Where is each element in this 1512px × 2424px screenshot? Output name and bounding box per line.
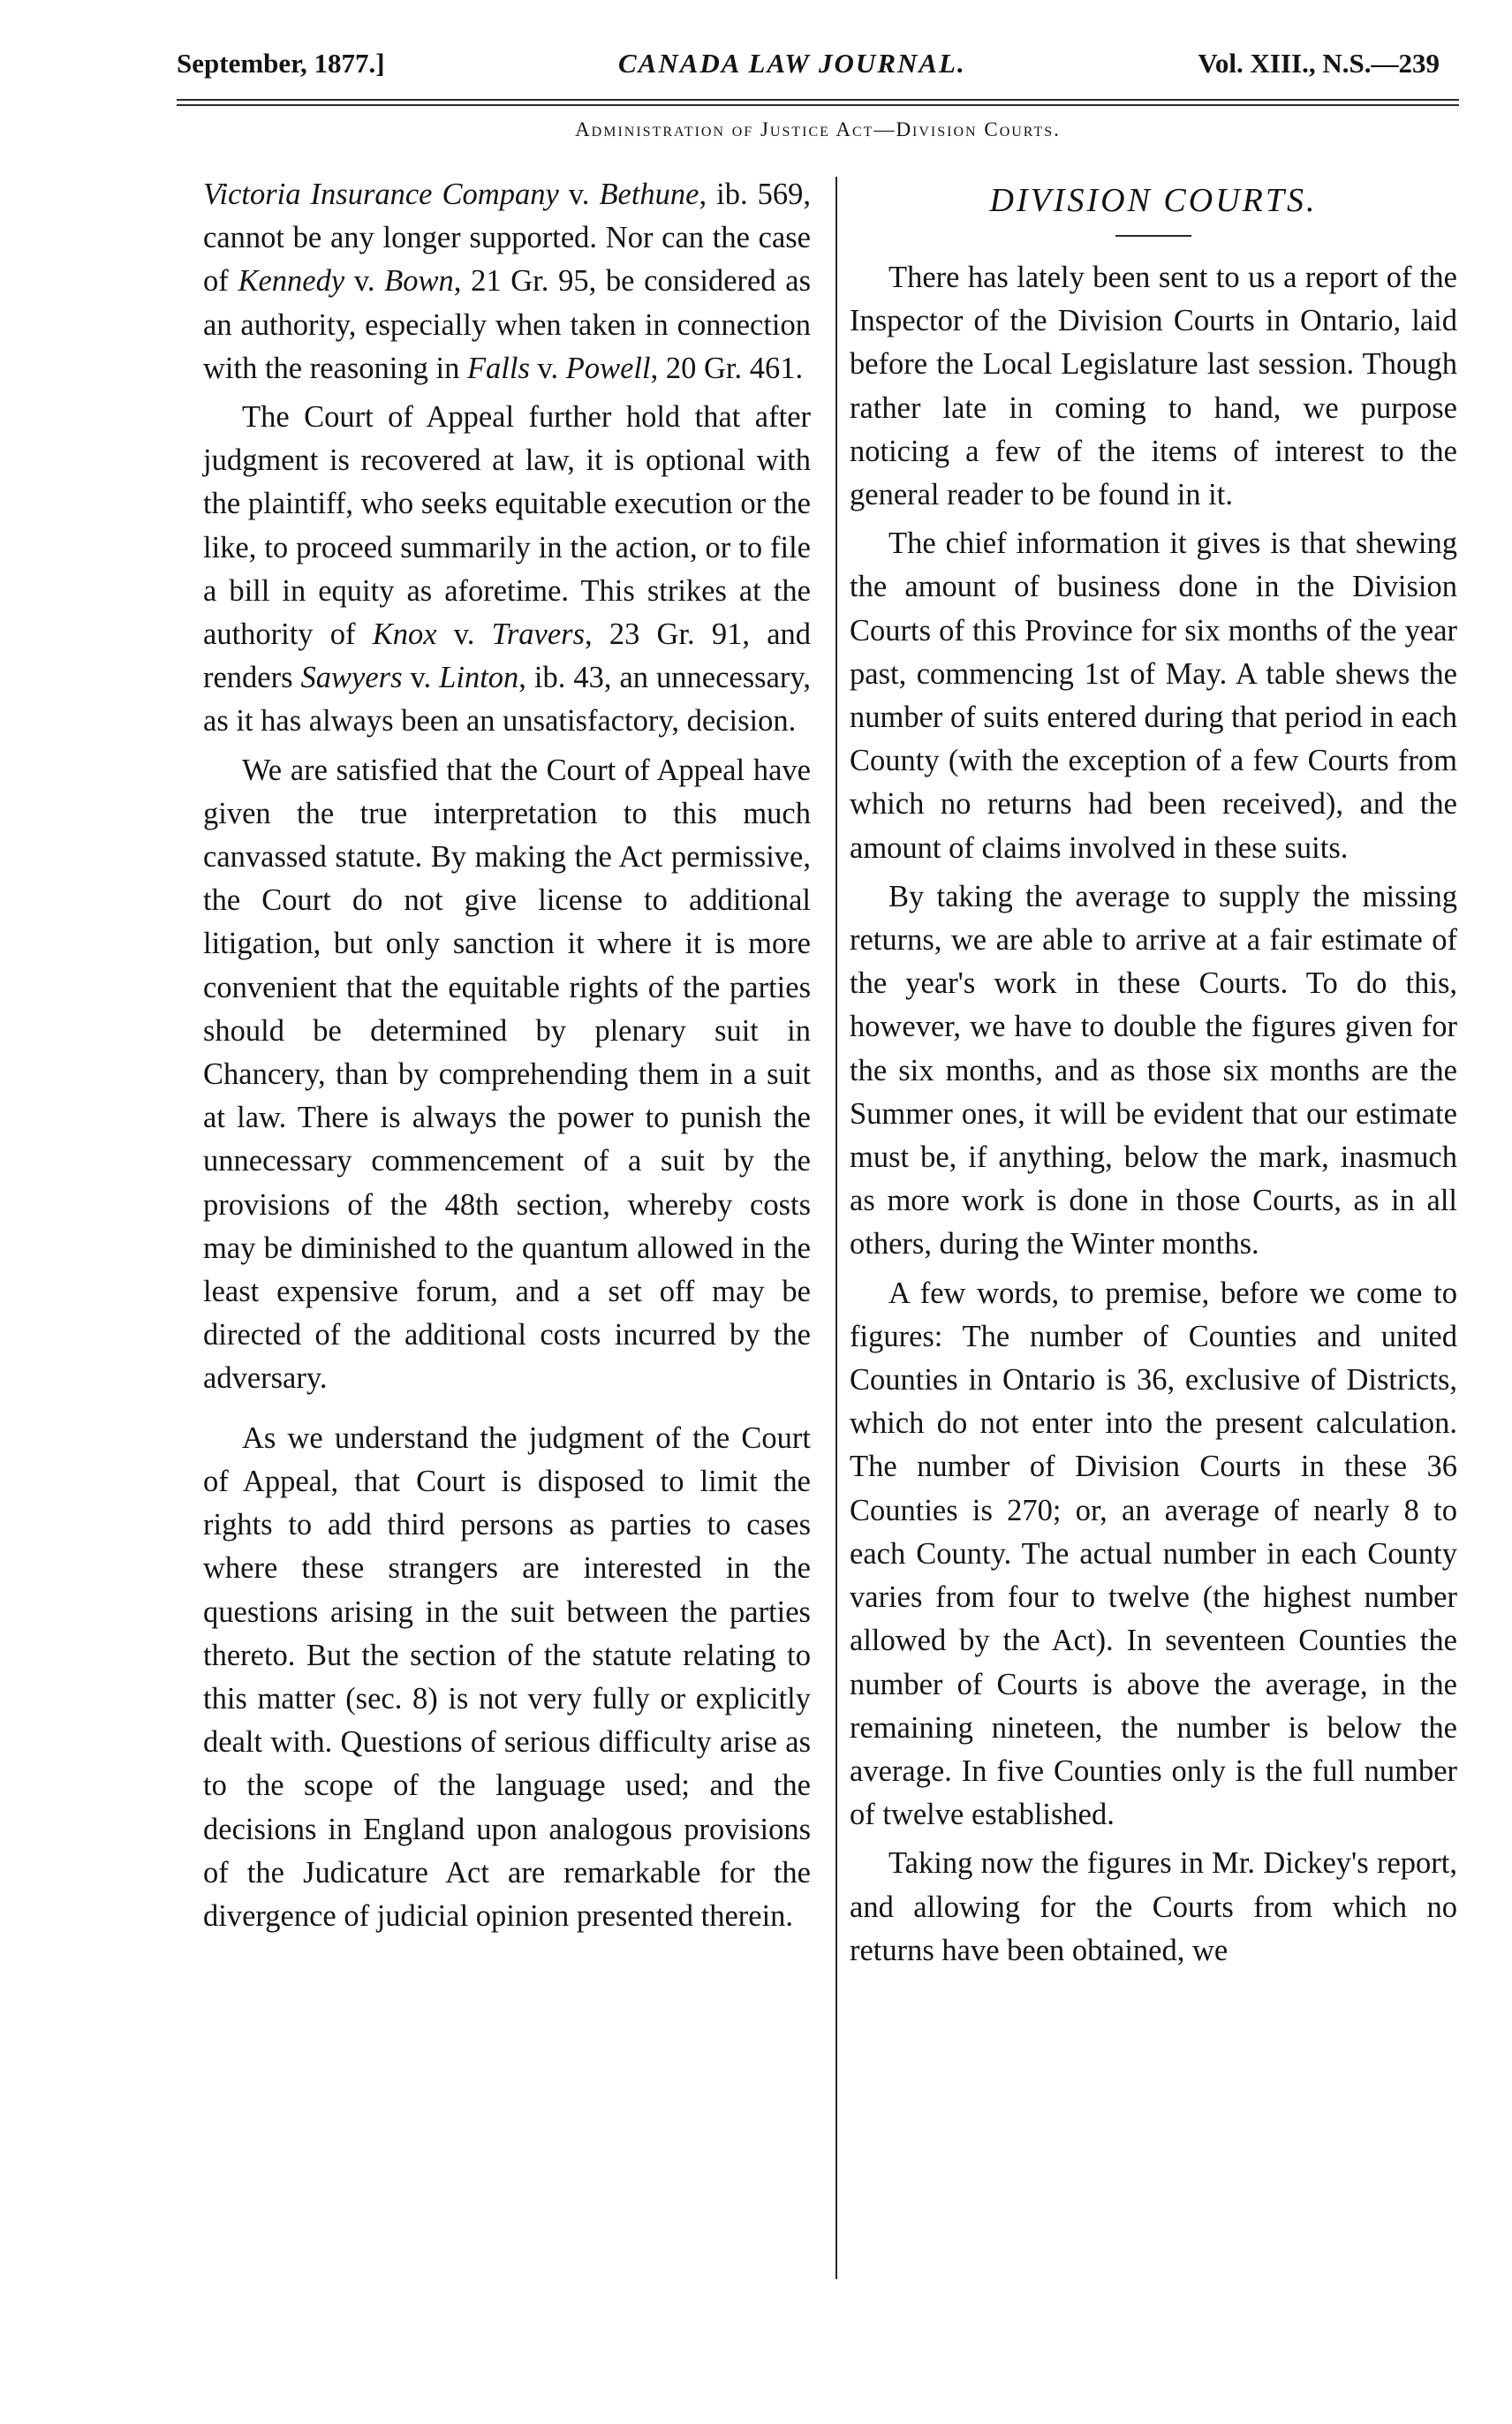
volume-page: Vol. XIII., N.S.—239 (1198, 48, 1440, 79)
right-paragraph-3: By taking the average to supply the missing returns, we are able to arrive at a fair estimate of the year's work in these Courts. To do this, however, we have to double the figures given for the six months, and as those six months are the Summer ones, it will be evident that our estimate must be, if anything, below the mark, inasmuch as more work is done in those Courts, as in all others, during the Winter months. (850, 879, 1457, 1261)
heading-rule (1115, 235, 1191, 237)
header-rule-top (177, 99, 1459, 101)
left-paragraph-1: Victoria Insurance Company v. Bethune, ib. 569, cannot be any longer supported. Nor can the case of Kennedy v. Bown, 21 Gr. 95, be considered as an authority, especially when taken in connection with the reasoning in Falls v. Powell, 20 Gr. 461. (203, 178, 812, 385)
division-courts-heading: DIVISION COURTS. (989, 182, 1318, 219)
header-rule-bottom (177, 104, 1459, 106)
right-paragraph-1: There has lately been sent to us a report of the Inspector of the Division Courts in Ontario, laid before the Local Legislature last session. Though rather late in coming to hand, we purpose noticing a few of the items of interest to the general reader to be found in it. (850, 261, 1457, 512)
right-paragraph-5: Taking now the figures in Mr. Dickey's report, and allowing for the Courts from which no returns have been obtained, we (850, 1846, 1457, 1967)
issue-date: September, 1877.] (177, 48, 385, 79)
right-paragraph-2: The chief information it gives is that shewing the amount of business done in the Division Courts of this Province for six months of the year past, commencing 1st of May. A table shews the number of suits entered during that period in each County (with the exception of a few Courts from which no returns had been received), and the amount of claims involved in these suits. (850, 526, 1457, 865)
journal-title: CANADA LAW JOURNAL. (618, 48, 966, 79)
right-column (850, 173, 1457, 1978)
left-paragraph-4: As we understand the judgment of the Court of Appeal, that Court is disposed to limit the rights to add third persons as parties to cases where these strangers are interested in the questions arising in the suit between the parties thereto. But the section of the statute relating to this matter (sec. 8) is not very fully or explicitly dealt with. Questions of serious difficulty arise as to the scope of the language used; and the decisions in England upon analogous provisions of the Judicature Act are remarkable for the divergence of judicial opinion presented therein. (203, 1420, 811, 1933)
running-head (177, 39, 1457, 92)
column-divider (835, 177, 837, 2279)
left-paragraph-2: The Court of Appeal further hold that after judgment is recovered at law, it is optional with the plaintiff, who seeks equitable execution or the like, to proceed summarily in the action, or to file a bill in equity as aforetime. This strikes at the authority of Knox v. Travers, 23 Gr. 91, and renders Sawyers v. Linton, ib. 43, an unnecessary, as it has always been an unsatisfactory, decision. (203, 400, 812, 739)
right-paragraph-4: A few words, to premise, before we come to figures: The number of Counties and united Counties in Ontario is 36, exclusive of Districts, which do not enter into the present calculation. The number of Division Courts in these 36 Counties is 270; or, an average of nearly 8 to each County. The actual number in each County varies from four to twelve (the highest number allowed by the Act). In seventeen Counties the number of Courts is above the average, in the remaining nineteen, the number is below the average. In five Counties only is the full number of twelve established. (850, 1276, 1457, 1832)
left-column (203, 173, 811, 1943)
left-paragraph-3: We are satisfied that the Court of Appeal have given the true interpretation to this much canvassed statute. By making the Act permissive, the Court do not give license to additional litigation, but only sanction it where it is more convenient that the equitable rights of the parties should be determined by plenary suit in Chancery, than by comprehending them in a suit at law. There is always the power to punish the unnecessary commencement of a suit by the provisions of the 48th section, whereby costs may be diminished to the quantum allowed in the least expensive forum, and a set off may be directed of the additional costs incurred by the adversary. (203, 753, 811, 1396)
section-title: Administration of Justice Act—Division Courts. (575, 118, 1061, 140)
